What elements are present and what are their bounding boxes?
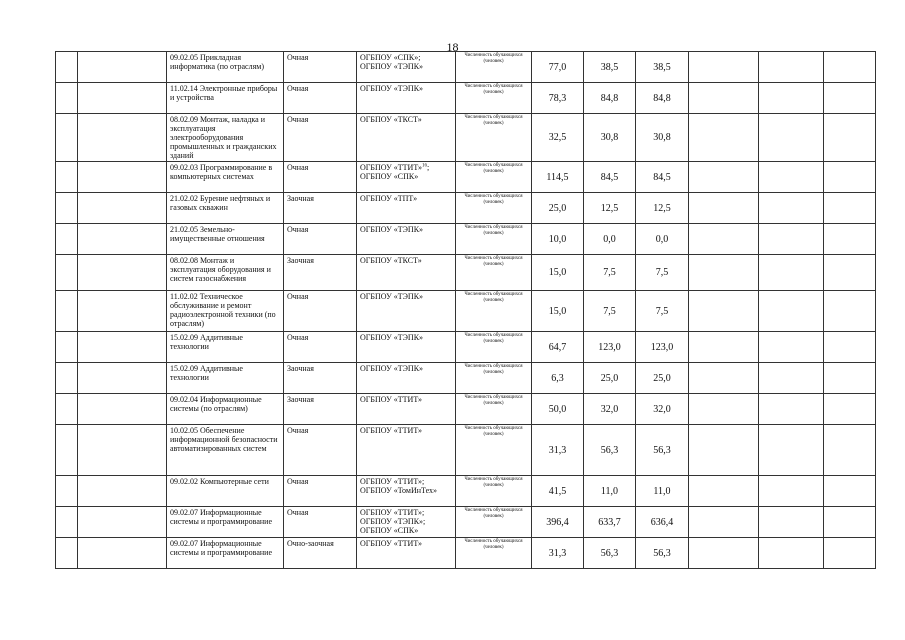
- value-cell-v3: 7,5: [636, 291, 689, 332]
- empty-cell: [78, 52, 167, 83]
- empty-cell: [56, 83, 78, 114]
- value-cell-v1: 15,0: [532, 291, 584, 332]
- empty-cell: [78, 363, 167, 394]
- table-row: [56, 476, 876, 507]
- study-form-cell: Заочная: [284, 363, 357, 394]
- indicator-cell: Численность обучающихся (человек): [456, 114, 532, 162]
- value-cell-v1: 78,3: [532, 83, 584, 114]
- empty-cell: [759, 394, 824, 425]
- table-row: [56, 394, 876, 425]
- empty-cell: [759, 476, 824, 507]
- indicator-cell: Численность обучающихся (человек): [456, 291, 532, 332]
- empty-cell: [689, 291, 759, 332]
- indicator-cell: Численность обучающихся (человек): [456, 363, 532, 394]
- empty-cell: [689, 394, 759, 425]
- value-cell-v1: 10,0: [532, 224, 584, 255]
- empty-cell: [824, 52, 876, 83]
- empty-cell: [78, 224, 167, 255]
- empty-cell: [689, 507, 759, 538]
- empty-cell: [78, 332, 167, 363]
- empty-cell: [824, 255, 876, 291]
- specialty-cell: 09.02.07 Информационные системы и программирование: [167, 538, 284, 569]
- study-form-cell: Очная: [284, 114, 357, 162]
- empty-cell: [78, 114, 167, 162]
- empty-cell: [824, 332, 876, 363]
- empty-cell: [56, 538, 78, 569]
- empty-cell: [824, 193, 876, 224]
- empty-cell: [759, 363, 824, 394]
- value-cell-v2: 7,5: [584, 291, 636, 332]
- value-cell-v1: 32,5: [532, 114, 584, 162]
- empty-cell: [78, 162, 167, 193]
- empty-cell: [759, 83, 824, 114]
- page-number: 18: [446, 40, 459, 54]
- indicator-cell: Численность обучающихся (человек): [456, 332, 532, 363]
- empty-cell: [689, 332, 759, 363]
- empty-cell: [56, 425, 78, 476]
- study-form-cell: Очная: [284, 83, 357, 114]
- empty-cell: [689, 83, 759, 114]
- value-cell-v1: 64,7: [532, 332, 584, 363]
- organization-cell: ОГБПОУ «СПК»; ОГБПОУ «ТЭПК»: [357, 52, 456, 83]
- empty-cell: [824, 425, 876, 476]
- empty-cell: [78, 291, 167, 332]
- organization-cell: ОГБПОУ «ТЭПК»: [357, 291, 456, 332]
- specialty-cell: 15.02.09 Аддитивные технологии: [167, 363, 284, 394]
- empty-cell: [78, 425, 167, 476]
- indicator-cell: Численность обучающихся (человек): [456, 193, 532, 224]
- indicator-cell: Численность обучающихся (человек): [456, 507, 532, 538]
- value-cell-v2: 123,0: [584, 332, 636, 363]
- empty-cell: [78, 255, 167, 291]
- organization-cell: ОГБПОУ «ТПТ»: [357, 193, 456, 224]
- empty-cell: [759, 425, 824, 476]
- empty-cell: [56, 291, 78, 332]
- study-form-cell: Очная: [284, 162, 357, 193]
- value-cell-v3: 84,5: [636, 162, 689, 193]
- study-form-cell: Очная: [284, 52, 357, 83]
- value-cell-v2: 56,3: [584, 538, 636, 569]
- study-form-cell: Очная: [284, 332, 357, 363]
- empty-cell: [824, 162, 876, 193]
- organization-cell: ОГБПОУ «ТКСТ»: [357, 255, 456, 291]
- organization-cell: ОГБПОУ «ТЭПК»: [357, 83, 456, 114]
- organization-cell: ОГБПОУ «ТТИТ»: [357, 425, 456, 476]
- value-cell-v2: 633,7: [584, 507, 636, 538]
- specialty-cell: 15.02.09 Аддитивные технологии: [167, 332, 284, 363]
- organization-cell: ОГБПОУ «ТЭПК»: [357, 332, 456, 363]
- value-cell-v3: 30,8: [636, 114, 689, 162]
- empty-cell: [759, 162, 824, 193]
- empty-cell: [689, 193, 759, 224]
- organization-name: ОГБПОУ «ТТИТ»: [360, 163, 422, 172]
- empty-cell: [689, 224, 759, 255]
- empty-cell: [824, 394, 876, 425]
- specialty-cell: 09.02.02 Компьютерные сети: [167, 476, 284, 507]
- specialty-cell: 08.02.09 Монтаж, наладка и эксплуатация электрооборудования промышленных и гражданских зданий: [167, 114, 284, 162]
- value-cell-v1: 396,4: [532, 507, 584, 538]
- empty-cell: [56, 332, 78, 363]
- value-cell-v2: 25,0: [584, 363, 636, 394]
- empty-cell: [759, 332, 824, 363]
- organization-cell: ОГБПОУ «ТКСТ»: [357, 114, 456, 162]
- table-row: [56, 332, 876, 363]
- indicator-cell: Численность обучающихся (человек): [456, 538, 532, 569]
- empty-cell: [824, 363, 876, 394]
- table-row: [56, 507, 876, 538]
- specialty-cell: 21.02.05 Земельно-имущественные отношения: [167, 224, 284, 255]
- table-row: [56, 291, 876, 332]
- organization-cell: ОГБПОУ «ТТИТ»: [357, 394, 456, 425]
- value-cell-v2: 84,8: [584, 83, 636, 114]
- value-cell-v2: 32,0: [584, 394, 636, 425]
- value-cell-v3: 123,0: [636, 332, 689, 363]
- study-form-cell: Очно-заочная: [284, 538, 357, 569]
- value-cell-v3: 12,5: [636, 193, 689, 224]
- study-form-cell: Заочная: [284, 394, 357, 425]
- value-cell-v1: 31,3: [532, 538, 584, 569]
- empty-cell: [689, 425, 759, 476]
- empty-cell: [56, 52, 78, 83]
- empty-cell: [689, 52, 759, 83]
- empty-cell: [759, 255, 824, 291]
- organization-cell: ОГБПОУ «ТТИТ»; ОГБПОУ «ТомИнТех»: [357, 476, 456, 507]
- organization-cell: ОГБПОУ «ТЭПК»: [357, 363, 456, 394]
- table-body: [56, 52, 876, 569]
- empty-cell: [56, 224, 78, 255]
- empty-cell: [78, 476, 167, 507]
- empty-cell: [824, 538, 876, 569]
- specialty-cell: 08.02.08 Монтаж и эксплуатация оборудования и систем газоснабжения: [167, 255, 284, 291]
- organization-cell: ОГБПОУ «ТЭПК»: [357, 224, 456, 255]
- value-cell-v1: 25,0: [532, 193, 584, 224]
- value-cell-v1: 6,3: [532, 363, 584, 394]
- empty-cell: [824, 114, 876, 162]
- empty-cell: [759, 538, 824, 569]
- table-row: [56, 363, 876, 394]
- table-row: [56, 52, 876, 83]
- study-form-cell: Заочная: [284, 193, 357, 224]
- empty-cell: [78, 193, 167, 224]
- organization-name: ОГБПОУ «СПК»: [360, 172, 419, 181]
- empty-cell: [759, 291, 824, 332]
- value-cell-v3: 7,5: [636, 255, 689, 291]
- empty-cell: [689, 363, 759, 394]
- empty-cell: [824, 291, 876, 332]
- study-form-cell: Очная: [284, 476, 357, 507]
- specialty-cell: 09.02.03 Программирование в компьютерных системах: [167, 162, 284, 193]
- value-cell-v2: 0,0: [584, 224, 636, 255]
- study-form-cell: Очная: [284, 507, 357, 538]
- table-row: [56, 425, 876, 476]
- empty-cell: [824, 507, 876, 538]
- indicator-cell: Численность обучающихся (человек): [456, 476, 532, 507]
- table-row: [56, 83, 876, 114]
- indicator-cell: Численность обучающихся (человек): [456, 394, 532, 425]
- empty-cell: [759, 507, 824, 538]
- specialty-cell: 11.02.14 Электронные приборы и устройства: [167, 83, 284, 114]
- specialty-cell: 09.02.04 Информационные системы (по отраслям): [167, 394, 284, 425]
- empty-cell: [78, 394, 167, 425]
- value-cell-v1: 31,3: [532, 425, 584, 476]
- empty-cell: [56, 394, 78, 425]
- indicator-cell: Численность обучающихся (человек): [456, 52, 532, 83]
- value-cell-v3: 56,3: [636, 538, 689, 569]
- table-row: [56, 114, 876, 162]
- specialty-cell: 09.02.07 Информационные системы и программирование: [167, 507, 284, 538]
- empty-cell: [56, 162, 78, 193]
- indicator-cell: Численность обучающихся (человек): [456, 425, 532, 476]
- organization-cell: ОГБПОУ «ТТИТ»; ОГБПОУ «ТЭПК»; ОГБПОУ «СПК»: [357, 507, 456, 538]
- empty-cell: [689, 114, 759, 162]
- specialty-cell: 21.02.02 Бурение нефтяных и газовых скважин: [167, 193, 284, 224]
- empty-cell: [759, 52, 824, 83]
- empty-cell: [78, 538, 167, 569]
- empty-cell: [759, 193, 824, 224]
- value-cell-v2: 11,0: [584, 476, 636, 507]
- empty-cell: [759, 224, 824, 255]
- empty-cell: [824, 224, 876, 255]
- value-cell-v3: 32,0: [636, 394, 689, 425]
- value-cell-v1: 50,0: [532, 394, 584, 425]
- value-cell-v3: 25,0: [636, 363, 689, 394]
- indicator-cell: Численность обучающихся (человек): [456, 255, 532, 291]
- value-cell-v2: 30,8: [584, 114, 636, 162]
- value-cell-v1: 41,5: [532, 476, 584, 507]
- empty-cell: [824, 83, 876, 114]
- table-row: [56, 255, 876, 291]
- organization-cell: ОГБПОУ «ТТИТ»: [357, 538, 456, 569]
- value-cell-v3: 0,0: [636, 224, 689, 255]
- table-row: [56, 162, 876, 193]
- study-form-cell: Заочная: [284, 255, 357, 291]
- footnote-mark: 16: [422, 163, 427, 169]
- value-cell-v2: 84,5: [584, 162, 636, 193]
- study-form-cell: Очная: [284, 291, 357, 332]
- empty-cell: [689, 476, 759, 507]
- empty-cell: [56, 114, 78, 162]
- data-table: [55, 51, 876, 569]
- value-cell-v1: 15,0: [532, 255, 584, 291]
- value-cell-v1: 114,5: [532, 162, 584, 193]
- value-cell-v3: 636,4: [636, 507, 689, 538]
- empty-cell: [56, 255, 78, 291]
- empty-cell: [824, 476, 876, 507]
- specialty-cell: 10.02.05 Обеспечение информационной безопасности автоматизированных систем: [167, 425, 284, 476]
- value-cell-v3: 84,8: [636, 83, 689, 114]
- indicator-cell: Численность обучающихся (человек): [456, 162, 532, 193]
- study-form-cell: Очная: [284, 224, 357, 255]
- organization-cell: ОГБПОУ «ТТИТ»$^{16}$; ОГБПОУ «СПК»: [357, 162, 456, 193]
- specialty-cell: 11.02.02 Техническое обслуживание и ремонт радиоэлектронной техники (по отраслям): [167, 291, 284, 332]
- value-cell-v2: 56,3: [584, 425, 636, 476]
- empty-cell: [689, 538, 759, 569]
- empty-cell: [78, 507, 167, 538]
- value-cell-v2: 38,5: [584, 52, 636, 83]
- empty-cell: [56, 507, 78, 538]
- specialty-cell: 09.02.05 Прикладная информатика (по отраслям): [167, 52, 284, 83]
- indicator-cell: Численность обучающихся (человек): [456, 83, 532, 114]
- empty-cell: [689, 162, 759, 193]
- empty-cell: [56, 476, 78, 507]
- empty-cell: [78, 83, 167, 114]
- value-cell-v1: 77,0: [532, 52, 584, 83]
- empty-cell: [56, 363, 78, 394]
- value-cell-v3: 56,3: [636, 425, 689, 476]
- table-row: [56, 193, 876, 224]
- empty-cell: [759, 114, 824, 162]
- value-cell-v2: 7,5: [584, 255, 636, 291]
- table-row: [56, 224, 876, 255]
- table-row: [56, 538, 876, 569]
- value-cell-v3: 11,0: [636, 476, 689, 507]
- value-cell-v2: 12,5: [584, 193, 636, 224]
- indicator-cell: Численность обучающихся (человек): [456, 224, 532, 255]
- empty-cell: [689, 255, 759, 291]
- study-form-cell: Очная: [284, 425, 357, 476]
- value-cell-v3: 38,5: [636, 52, 689, 83]
- empty-cell: [56, 193, 78, 224]
